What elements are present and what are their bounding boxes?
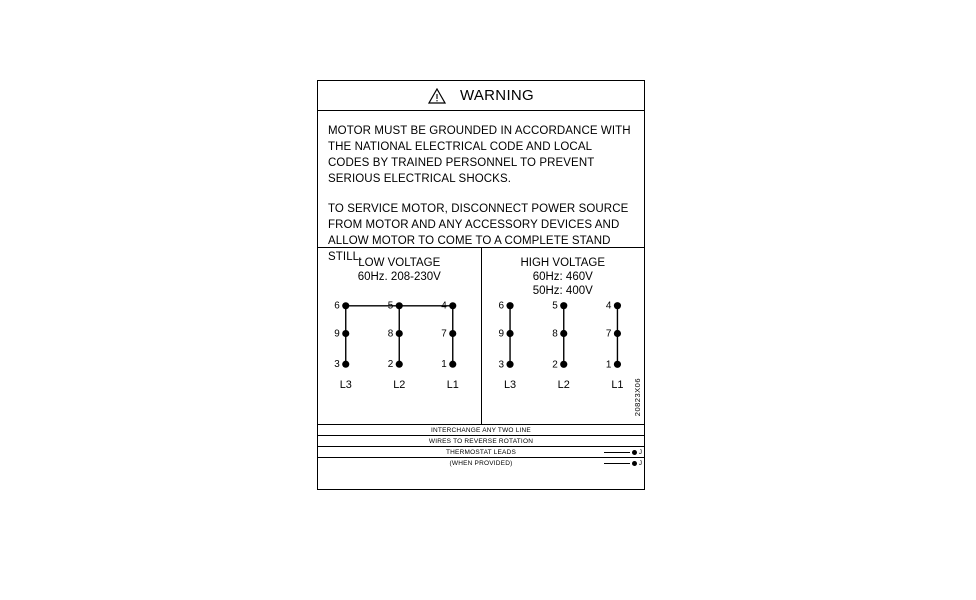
warning-title: WARNING — [459, 87, 535, 104]
footer-strip-thermostat — [318, 447, 644, 458]
thermostat-lead-2 — [604, 458, 642, 469]
thermostat-label-2: J — [638, 460, 642, 467]
footer-strip-when-provided — [318, 458, 644, 469]
low-voltage-subtitle: 60Hz. 208-230V — [357, 271, 441, 283]
high-terminal-2: 2 — [551, 359, 558, 371]
thermostat-label-1: J — [638, 449, 642, 456]
high-terminal-1: 1 — [605, 359, 611, 371]
footer-strip-reverse — [318, 436, 644, 447]
high-terminal-8: 8 — [551, 328, 558, 340]
high-terminal-9: 9 — [498, 328, 504, 340]
high-terminal-6: 6 — [498, 300, 504, 312]
thermostat-terminal-dot — [632, 450, 637, 455]
low-terminal-4: 4 — [441, 300, 447, 312]
warning-paragraph-service: TO SERVICE MOTOR, DISCONNECT POWER SOURCE FROM MOTOR AND ANY ACCESSORY DEVICES AND ALLOW MOTOR TO COME TO A COMPLETE STAND STILL. — [328, 203, 629, 263]
high-terminal-7: 7 — [605, 328, 611, 340]
low-terminal-1: 1 — [441, 359, 447, 371]
low-terminal-6: 6 — [334, 300, 340, 312]
high-voltage-diagram — [482, 248, 645, 424]
wiring-diagram-area — [318, 248, 644, 425]
low-terminal-8: 8 — [387, 328, 394, 340]
low-terminal-2: 2 — [387, 359, 394, 371]
footer-text-when-provided: (WHEN PROVIDED) — [449, 460, 513, 467]
footer-text-thermostat: THERMOSTAT LEADS — [445, 449, 516, 456]
low-line-L3: L3 — [339, 379, 352, 392]
footer-text-reverse: WIRES TO REVERSE ROTATION — [428, 438, 534, 445]
low-voltage-diagram — [318, 248, 482, 424]
high-terminal-3: 3 — [498, 359, 504, 371]
warning-header — [318, 81, 644, 111]
high-voltage-title: HIGH VOLTAGE — [520, 257, 606, 269]
low-line-L2: L2 — [393, 379, 406, 392]
warning-triangle-icon — [428, 88, 446, 104]
footer-text-interchange: INTERCHANGE ANY TWO LINE — [431, 427, 531, 434]
high-line-L1: L1 — [610, 379, 624, 392]
high-terminal-4: 4 — [605, 300, 611, 312]
thermostat-terminal-dot — [632, 461, 637, 466]
high-line-L3: L3 — [503, 379, 516, 392]
high-voltage-subtitle-50hz: 50Hz: 400V — [532, 285, 593, 297]
high-line-L2: L2 — [557, 379, 570, 392]
low-terminal-9: 9 — [334, 328, 340, 340]
warning-paragraph-grounding: MOTOR MUST BE GROUNDED IN ACCORDANCE WITH THE NATIONAL ELECTRICAL CODE AND LOCAL CODES BY TRAINED PERSONNEL TO PREVENT SERIOUS ELECTRICAL SHOCKS. — [328, 125, 631, 185]
low-line-L1: L1 — [446, 379, 459, 392]
thermostat-wire-icon — [604, 452, 630, 453]
part-code-vertical: 20823X06 — [633, 377, 642, 416]
high-terminal-5: 5 — [551, 300, 558, 312]
footer-strip-interchange — [318, 425, 644, 436]
thermostat-lead-1 — [604, 447, 642, 458]
low-terminal-7: 7 — [441, 328, 447, 340]
low-voltage-title: LOW VOLTAGE — [358, 257, 441, 269]
low-terminal-5: 5 — [387, 300, 394, 312]
high-voltage-subtitle-60hz: 60Hz: 460V — [532, 271, 593, 283]
motor-wiring-label-plate — [317, 80, 645, 490]
thermostat-wire-icon — [604, 463, 630, 464]
low-terminal-3: 3 — [334, 359, 340, 371]
